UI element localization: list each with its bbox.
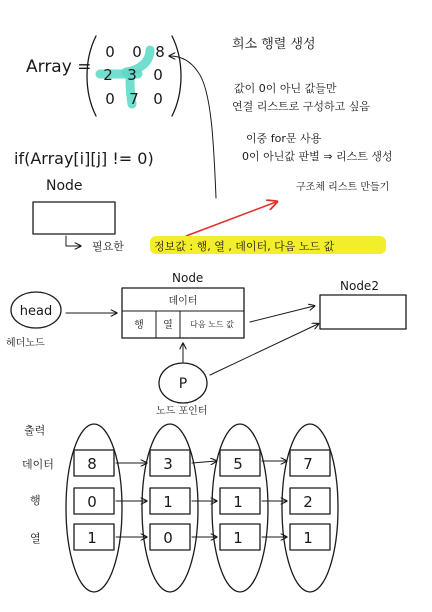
node-elbow-arrow [66, 236, 80, 246]
node-box [33, 202, 115, 234]
note-line-3: 이중 for문 사용 [246, 132, 322, 145]
needed-info: 정보값 : 행, 열 , 데이터, 다음 노드 값 [154, 240, 335, 253]
node-row-field: 행 [134, 320, 144, 331]
value-data: 7 [303, 455, 313, 473]
value-col: 0 [163, 529, 173, 547]
value-data: 3 [163, 455, 173, 473]
matrix-cell: 3 [127, 66, 137, 84]
value-col: 1 [233, 529, 243, 547]
node-to-node2-arrow [250, 306, 314, 322]
code-condition: if(Array[i][j] != 0) [14, 149, 154, 168]
label-row: 행 [30, 494, 41, 507]
matrix-grid [103, 43, 165, 108]
label-col: 열 [30, 532, 41, 545]
needed-prefix: 필요한 [92, 240, 124, 253]
matrix-to-node-arrow [170, 56, 216, 198]
node2-box [320, 295, 406, 329]
value-row: 1 [163, 493, 173, 511]
matrix-cell: 0 [105, 90, 115, 108]
head-label: head [19, 304, 53, 319]
pointer-caption: 노드 포인터 [156, 406, 208, 417]
matrix-cell: 0 [153, 90, 163, 108]
matrix-cell: 7 [129, 90, 139, 108]
node2-label: Node2 [340, 279, 379, 293]
node-label: Node [46, 178, 83, 194]
label-data: 데이터 [22, 458, 54, 471]
struct-note: 구조체 리스트 만들기 [296, 182, 390, 193]
node-data-field: 데이터 [168, 296, 198, 307]
matrix-cell: 2 [103, 66, 113, 84]
value-data: 8 [87, 455, 97, 473]
matrix-right-bracket [172, 36, 181, 116]
matrix-cell: 0 [105, 43, 115, 61]
label-print: 출력 [24, 424, 46, 437]
pointer-label: P [178, 376, 188, 392]
output-node [66, 424, 122, 592]
value-row: 0 [87, 493, 97, 511]
node-next-field: 다음 노드 값 [190, 320, 234, 329]
note-line-2: 연결 리스트로 구성하고 싶음 [232, 100, 371, 113]
value-data: 5 [233, 455, 243, 473]
header-node-caption: 헤더노드 [6, 338, 45, 349]
note-line-4: 0이 아닌값 판별 ⇒ 리스트 생성 [242, 150, 393, 163]
output-node [282, 424, 338, 592]
diagram-node-title: Node [172, 271, 204, 285]
output-node [212, 424, 268, 592]
value-row: 1 [233, 493, 243, 511]
value-col: 1 [87, 529, 97, 547]
output-node [142, 424, 198, 592]
red-arrow [186, 202, 276, 236]
note-line-1: 값이 0이 아닌 값들만 [234, 82, 337, 95]
array-label: Array = [26, 57, 92, 77]
matrix-cell: 0 [132, 43, 142, 61]
matrix-cell: 0 [153, 66, 163, 84]
node-col-field: 열 [163, 320, 173, 331]
value-row: 2 [303, 493, 313, 511]
pointer-to-node2-arrow [210, 324, 318, 375]
value-col: 1 [303, 529, 313, 547]
output-row-labels [22, 423, 54, 545]
matrix-cell: 8 [155, 43, 165, 61]
title-sparse-matrix: 희소 행렬 생성 [232, 37, 316, 52]
